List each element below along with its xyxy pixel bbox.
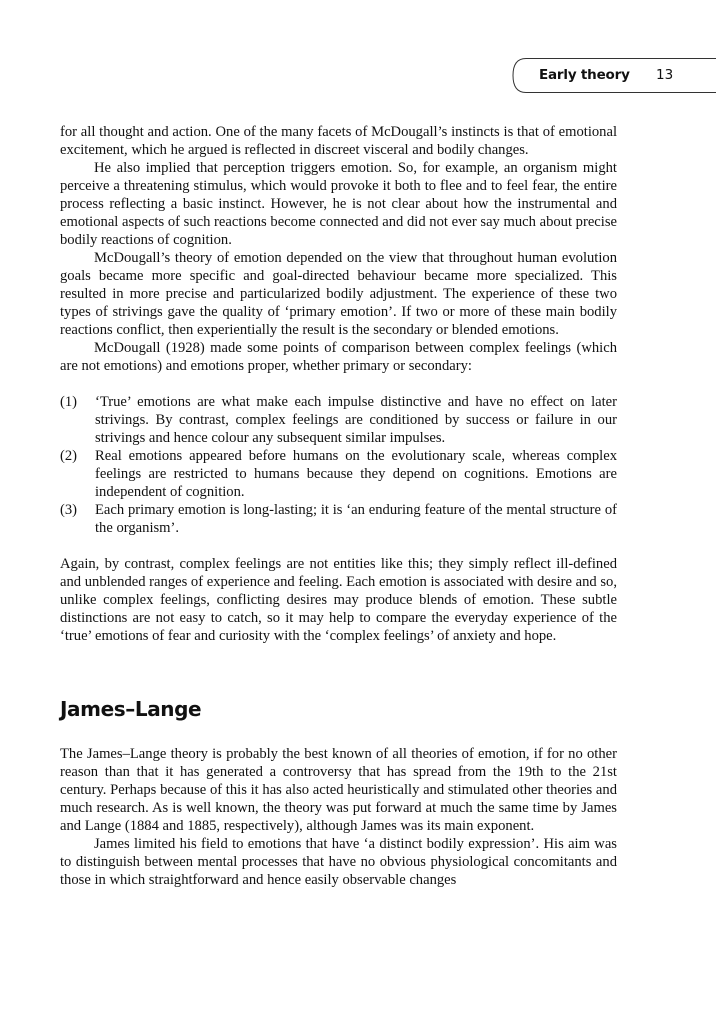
list-item (60, 501, 617, 537)
section-heading: James–Lange (60, 697, 202, 721)
paragraph: The James–Lange theory is probably the best known of all theories of emotion, if for no other reason than that it has generated a controversy that has spread from the 19th to the 21st century. Perhaps because of this it has also acted heuristically and stimulated other theories and much research. As is well known, the theory was put forward at much the same time by James and Lange (1884 and 1885, respectively), although James was its main exponent. (60, 746, 617, 834)
list-item-number: (1) (60, 394, 78, 410)
paragraph: Again, by contrast, complex feelings are not entities like this; they simply reflect ill-defined and unblended ranges of experience and feeling. Each emotion is associated with desire and so, unlike complex feelings, conflicting desires may produce blends of emotion. These subtle distinctions are not easy to catch, so it may help to compare the everyday experience of the ‘true’ emotions of fear and curiosity with the ‘complex feelings’ of anxiety and hope. (60, 556, 617, 644)
numbered-list (60, 393, 617, 537)
paragraph: for all thought and action. One of the many facets of McDougall’s instincts is that of emotional excitement, which he argued is reflected in discreet visceral and bodily changes. (60, 124, 617, 158)
list-item (60, 393, 617, 447)
list-item-number: (2) (60, 448, 78, 464)
list-item-number: (3) (60, 502, 78, 518)
running-head (510, 58, 716, 93)
running-head-title: Early theory (539, 67, 630, 83)
paragraph: James limited his field to emotions that have ‘a distinct bodily expression’. His aim was to distinguish between mental processes that have no obvious physiological concomitants and those in which straightforward and hence easily observable changes (60, 836, 617, 888)
page-body (60, 123, 617, 889)
list-item-text: Real emotions appeared before humans on the evolutionary scale, whereas complex feelings are restricted to humans because they depend on cognitions. Emotions are independent of cognition. (95, 448, 617, 500)
list-item-text: Each primary emotion is long-lasting; it is ‘an enduring feature of the mental structure of the organism’. (95, 502, 617, 536)
list-item-text: ‘True’ emotions are what make each impulse distinctive and have no effect on later strivings. By contrast, complex feelings are conditioned by success or failure in our strivings and hence colour any subsequent similar impulses. (95, 394, 617, 446)
paragraph: McDougall’s theory of emotion depended on the view that throughout human evolution goals became more specific and goal-directed behaviour became more specialized. This resulted in more precise and particularized bodily adjustment. The experience of these two types of strivings gave the quality of ‘primary emotion’. If two or more of these main bodily reactions conflict, then experientially the result is the secondary or blended emotions. (60, 250, 617, 338)
paragraph: McDougall (1928) made some points of comparison between complex feelings (which are not emotions) and emotions proper, whether primary or secondary: (60, 340, 617, 374)
paragraph: He also implied that perception triggers emotion. So, for example, an organism might perceive a threatening stimulus, which would provoke it both to flee and to feel fear, the entire process reflecting a basic instinct. However, he is not clear about how the instrumental and emotional aspects of such reactions become connected and did not ever say much about precise bodily reactions of cognition. (60, 160, 617, 248)
list-item (60, 447, 617, 501)
page-number: 13 (656, 67, 674, 83)
